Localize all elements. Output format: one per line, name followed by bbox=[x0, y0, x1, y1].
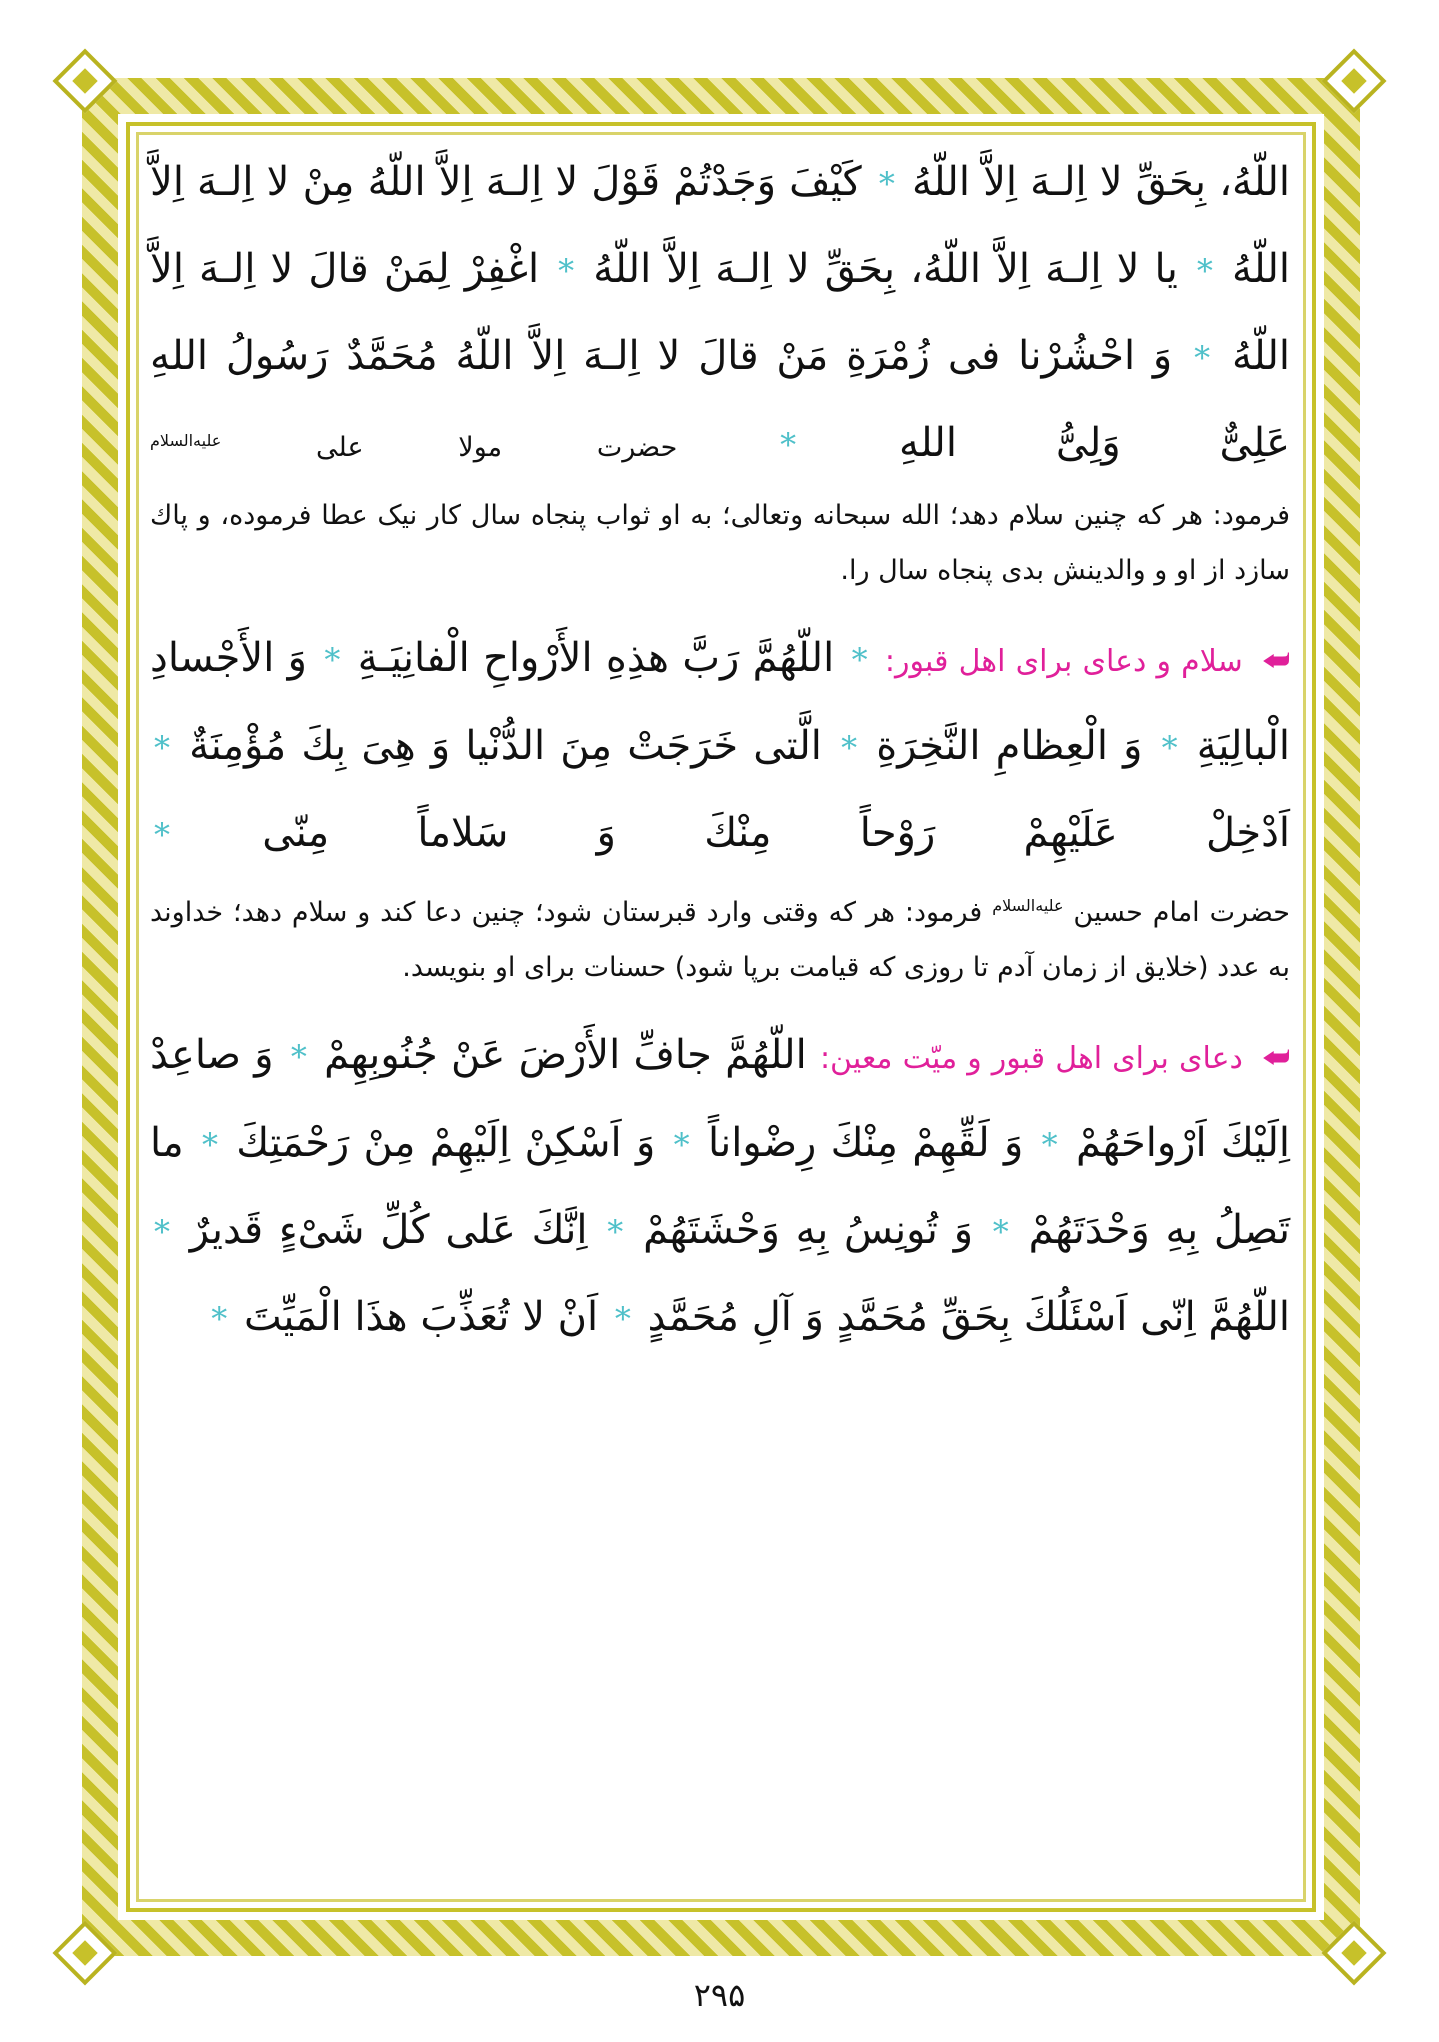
honorific-icon: علیه‌السلام bbox=[150, 431, 222, 450]
persian-translation: حضرت امام حسین $^{علیه‌السلام}$ فرمود: هر که وقتی وارد قبرستان شود؛ چنین دعا کند و سلام دهد؛ خداوند به عدد (خلایق از زمان آدم تا روزی که قیامت برپا شود) حسنات برای او بنویسد. bbox=[150, 896, 1290, 983]
star-separator-icon: * bbox=[201, 1126, 218, 1164]
persian-translation: فرمود: هر که چنین سلام دهد؛ الله سبحانه وتعالی؛ به او ثواب پنجاه سال کار نیک عطا فرموده، و پاك سازد از او و والدینش بدی پنجاه سال را. bbox=[150, 500, 1290, 586]
star-separator-icon: * bbox=[324, 641, 341, 679]
star-separator-icon: * bbox=[154, 729, 170, 767]
star-separator-icon: * bbox=[558, 252, 575, 290]
paragraph-1 bbox=[150, 140, 1290, 598]
star-separator-icon: * bbox=[290, 1038, 307, 1076]
star-separator-icon: * bbox=[841, 729, 858, 767]
page-number: ۲۹۵ bbox=[693, 1976, 746, 2014]
honorific-icon: علیه‌السلام bbox=[992, 896, 1064, 915]
arrow-bullet-icon: ⮨ bbox=[1262, 1041, 1291, 1076]
arabic-text: اللّهُ، بِحَقِّ لا اِلـهَ اِلاَّ اللّهُ * کَیْفَ وَجَدْتُمْ قَوْلَ لا اِلـهَ اِلاَّ اللّهُ مِنْ لا اِلـهَ اِلاَّ اللّهُ * یا لا اِلـهَ اِلاَّ اللّهُ، بِحَقِّ لا اِلـهَ اِلاَّ اللّهُ * اغْفِرْ لِمَنْ قالَ لا اِلـهَ اِلاَّ اللّهُ * وَ احْشُرْنا فی زُمْرَةِ مَنْ قالَ لا اِلـهَ اِلاَّ اللّهُ مُحَمَّدٌ رَسُولُ اللهِ عَلِیٌّ وَلِیُّ اللهِ * حضرت مولا علی $^{علیه‌السلام}$ bbox=[150, 159, 1291, 466]
star-separator-icon: * bbox=[1196, 252, 1213, 290]
star-separator-icon: * bbox=[1194, 339, 1211, 377]
page-content bbox=[150, 140, 1290, 1362]
paragraph-3 bbox=[150, 1013, 1290, 1362]
arabic-text: ⮨ سلام و دعای برای اهل قبور: * اللّهُمَّ رَبَّ هذِهِ الأَرْواحِ الْفانِیَـةِ * وَ الأَجْسادِ الْبالِیَةِ * وَ الْعِظامِ النَّخِرَةِ * الَّتی خَرَجَتْ مِنَ الدُّنْیا وَ هِیَ بِكَ مُؤْمِنَةٌ * اَدْخِلْ عَلَیْهِمْ رَوْحاً مِنْكَ وَ سَلاماً مِنّی * bbox=[150, 635, 1291, 856]
star-separator-icon: * bbox=[614, 1300, 631, 1338]
star-separator-icon: * bbox=[1161, 729, 1178, 767]
arabic-text: ⮨ دعای برای اهل قبور و میّت معین: اللّهُمَّ جافِّ الأَرْضَ عَنْ جُنُوبِهِمْ * وَ صاعِدْ اِلَیْكَ اَرْواحَهُمْ * وَ لَقِّهِمْ مِنْكَ رِضْواناً * وَ اَسْكِنْ اِلَیْهِمْ مِنْ رَحْمَتِكَ * ما تَصِلُ بِهِ وَحْدَتَهُمْ * وَ تُونِسُ بِهِ وَحْشَتَهُمْ * اِنَّكَ عَلی كُلِّ شَیْءٍ قَدیرٌ * اللّهُمَّ اِنّی اَسْئَلُكَ بِحَقِّ مُحَمَّدٍ وَ آلِ مُحَمَّدٍ * اَنْ لا تُعَذِّبَ هذَا الْمَیِّتَ * bbox=[150, 1032, 1291, 1340]
star-separator-icon: * bbox=[1041, 1126, 1058, 1164]
star-separator-icon: * bbox=[607, 1213, 624, 1251]
paragraph-2 bbox=[150, 616, 1290, 995]
section-heading: سلام و دعای برای اهل قبور: bbox=[884, 644, 1243, 679]
star-separator-icon: * bbox=[851, 641, 868, 679]
star-separator-icon: * bbox=[154, 1213, 170, 1251]
star-separator-icon: * bbox=[780, 426, 797, 464]
star-separator-icon: * bbox=[154, 816, 170, 854]
section-heading: دعای برای اهل قبور و میّت معین: bbox=[819, 1041, 1243, 1076]
star-separator-icon: * bbox=[211, 1300, 228, 1338]
arrow-bullet-icon: ⮨ bbox=[1262, 644, 1291, 679]
star-separator-icon: * bbox=[992, 1213, 1009, 1251]
star-separator-icon: * bbox=[878, 165, 895, 203]
star-separator-icon: * bbox=[673, 1126, 690, 1164]
translation-start: حضرت مولا علی $^{علیه‌السلام}$ bbox=[150, 431, 678, 463]
